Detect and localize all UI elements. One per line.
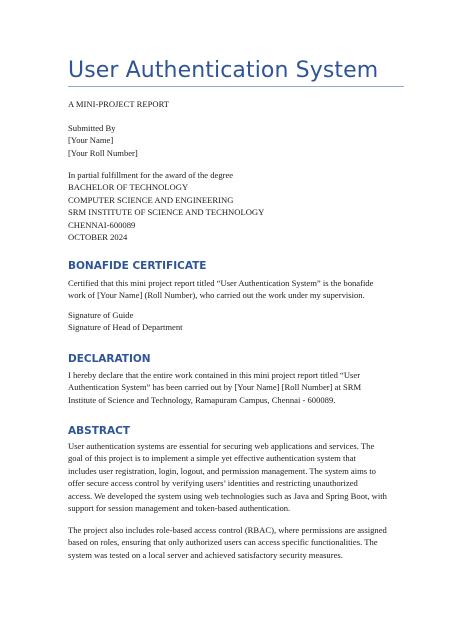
abstract-line: based on roles, ensuring that only authorized users can access specific functionalities. The (68, 537, 378, 548)
signature-block (68, 309, 413, 334)
bonafide-line: Certified that this mini project report titled “User Authentication System” is the bonafide (68, 278, 374, 288)
abstract-paragraph-2 (68, 524, 413, 561)
abstract-line: includes user registration, login, logout, and permission management. The system aims to (68, 465, 376, 476)
abstract-line: The project also includes role-based access control (RBAC), where permissions are assigned (68, 525, 387, 535)
document-title: User Authentication System (68, 58, 379, 83)
degree-intro: In partial fulfillment for the award of the degree (68, 170, 234, 180)
student-name: [Your Name] (68, 135, 114, 146)
abstract-line: User authentication systems are essential for securing web applications and services. The (68, 441, 375, 451)
hod-signature: Signature of Head of Department (68, 322, 183, 333)
report-subtitle: A MINI-PROJECT REPORT (68, 99, 170, 109)
declaration-line: I hereby declare that the entire work contained in this mini project report titled “User (68, 370, 361, 380)
abstract-heading: ABSTRACT (68, 425, 130, 437)
bonafide-heading: BONAFIDE CERTIFICATE (68, 260, 207, 272)
abstract-line: support for session management and token-based authentication. (68, 503, 291, 514)
declaration-line: Institute of Science and Technology, Ramapuram Campus, Chennai - 600089. (68, 394, 336, 405)
abstract-line: goal of this project is to implement a simple yet effective authentication system that (68, 453, 356, 464)
declaration-line: Authentication System” has been carried out by [Your Name] [Roll Number] at SRM (68, 382, 362, 393)
bonafide-text (68, 277, 413, 302)
submitted-by-label: Submitted By (68, 123, 116, 133)
declaration-text (68, 369, 413, 406)
abstract-line: access. We developed the system using web technologies such as Java and Spring Boot, with (68, 490, 387, 501)
guide-signature: Signature of Guide (68, 310, 134, 320)
department-name: COMPUTER SCIENCE AND ENGINEERING (68, 194, 234, 205)
roll-number: [Your Roll Number] (68, 147, 138, 158)
institute-location: CHENNAI-600089 (68, 219, 136, 230)
institute-name: SRM INSTITUTE OF SCIENCE AND TECHNOLOGY (68, 207, 265, 218)
abstract-line: system was tested on a local server and achieved satisfactory security measures. (68, 549, 343, 560)
title-underline (68, 86, 404, 87)
abstract-paragraph-1 (68, 440, 413, 514)
bonafide-line: work of [Your Name] (Roll Number), who carried out the work under my supervision. (68, 290, 365, 301)
declaration-heading: DECLARATION (68, 353, 151, 365)
submitted-by-block (68, 122, 413, 159)
degree-block (68, 169, 413, 243)
degree-name: BACHELOR OF TECHNOLOGY (68, 182, 189, 193)
report-date: OCTOBER 2024 (68, 232, 128, 243)
abstract-line: offer secure access control by verifying users’ identities and restricting unauthorized (68, 478, 358, 489)
